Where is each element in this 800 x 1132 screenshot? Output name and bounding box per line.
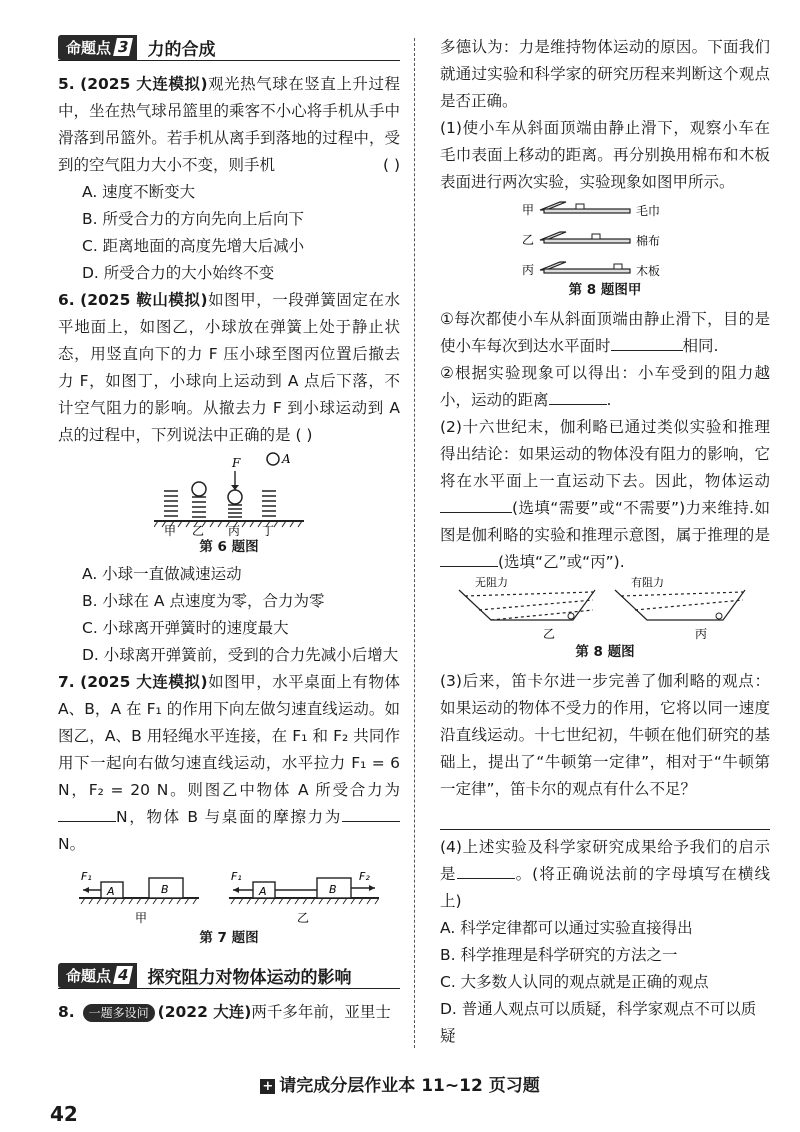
q8-option-d: D. 普通人观点可以质疑，科学家观点不可以质疑	[440, 1000, 757, 1045]
q8-part1a: ①每次都使小车从斜面顶端由静止滑下，目的是使小车每次到达水平面时 相同.	[440, 310, 770, 355]
q8-part1b: ②根据实验现象可以得出：小车受到的阻力越小，运动的距离 .	[440, 364, 770, 409]
q5-option-a: A. 速度不断变大	[82, 183, 196, 201]
question-7: 7. (2025 大连模拟)如图甲，水平桌面上有物体 A、B，A 在 F₁ 的作用下向左做匀速直线运动。如图乙，A、B 用轻绳水平连接，在 F₁ 和 F₂ 共同作用下一起向右做匀速直线运动，水平拉力 F₁ = 6 N，F₂ = 20 N。则图乙中物体 A 所受合力为N，物体 B 与桌面的摩擦力为N。	[58, 673, 400, 853]
q8-part2: (2)十六世纪末，伽利略已通过类似实验和推理得出结论：如果运动的物体没有阻力的影响，它将在水平面上一直运动下去。因此，物体运动(选填“需要”或“不需要”)力来维持.如图是伽利略的实验和推理示意图，属于推理的是(选填“乙”或“丙”).	[440, 418, 770, 571]
block-A: A	[107, 885, 115, 898]
left-column	[58, 34, 400, 1026]
label-with-resistance: 有阻力	[631, 576, 664, 589]
q8-intro: 多德认为：力是维持物体运动的原因。下面我们就通过实验和科学家的研究历程来判断这个观点是否正确。	[440, 38, 770, 110]
figure-q6-springs	[154, 449, 304, 537]
label-jia: 甲	[135, 911, 148, 925]
q6-option-c: C. 小球离开弹簧时的速度最大	[82, 619, 289, 637]
answer-blank[interactable]	[342, 805, 400, 822]
column-divider	[414, 38, 415, 1048]
label-A: A	[282, 452, 291, 466]
figure-caption-7: 第 7 题图	[199, 930, 259, 946]
label-F1: F₁	[231, 870, 242, 883]
answer-blank[interactable]	[440, 550, 498, 567]
section-title: 探究阻力对物体运动的影响	[147, 967, 352, 988]
question-8-start: 8. 一题多设问 (2022 大连)两千多年前，亚里士	[58, 1003, 391, 1021]
q8-option-c: C. 大多数人认同的观点就是正确的观点	[440, 973, 709, 991]
label-cotton: 棉布	[636, 234, 661, 248]
q5-option-c: C. 距离地面的高度先增大后减小	[82, 237, 305, 255]
answer-blank[interactable]	[58, 805, 116, 822]
label-yi: 乙	[522, 233, 535, 247]
q8-part1: (1)使小车从斜面顶端由静止滑下，观察小车在毛巾表面上移动的距离。再分别换用棉布和木板表面进行两次实验，实验现象如图甲所示。	[440, 119, 770, 191]
answer-line[interactable]	[440, 803, 770, 830]
q6-option-a: A. 小球一直做减速运动	[82, 565, 242, 583]
label-F2: F₂	[359, 870, 370, 883]
answer-blank[interactable]	[549, 388, 607, 405]
figure-caption-8b: 第 8 题图	[575, 644, 635, 660]
answer-blank[interactable]	[440, 496, 512, 513]
label-towel: 毛巾	[636, 204, 661, 218]
label-yi: 乙	[543, 627, 556, 641]
block-B: B	[161, 883, 169, 896]
label-yi: 乙	[192, 524, 205, 537]
page-number: 42	[50, 1102, 78, 1126]
answer-blank[interactable]	[611, 334, 683, 351]
q5-option-b: B. 所受合力的方向先向上后向下	[82, 210, 304, 228]
block-B: B	[329, 883, 337, 896]
block-A: A	[259, 885, 267, 898]
plus-icon: +	[260, 1079, 275, 1094]
q6-option-d: D. 小球离开弹簧前，受到的合力先减小后增大	[82, 646, 399, 664]
label-F1: F₁	[81, 870, 92, 883]
label-no-resistance: 无阻力	[475, 576, 508, 589]
q8-part3: (3)后来，笛卡尔进一步完善了伽利略的观点：如果运动的物体不受力的作用，它将以同一速度沿直线运动。十七世纪初，牛顿在他们研究的基础上，提出了“牛顿第一定律”，相对于“牛顿第一定律”，笛卡尔的观点有什么不足？	[440, 672, 770, 798]
multi-question-badge: 一题多设问	[83, 1004, 155, 1022]
section-title: 力的合成	[147, 39, 216, 60]
figure-caption-6: 第 6 题图	[199, 539, 259, 555]
label-bing: 丙	[695, 627, 708, 641]
right-column	[440, 34, 770, 1050]
label-jia: 甲	[522, 203, 535, 217]
section-number: 4	[113, 966, 133, 984]
section-header-3	[58, 34, 400, 61]
q8-option-a: A. 科学定律都可以通过实验直接得出	[440, 919, 693, 937]
label-ding: 丁	[262, 524, 275, 537]
answer-blank[interactable]	[457, 862, 515, 879]
label-bing: 丙	[228, 524, 241, 537]
figure-q7-blocks	[79, 858, 379, 928]
homework-footer: + 请完成分层作业本 11~12 页习题	[0, 1071, 800, 1096]
section-label: 命题点	[66, 38, 112, 57]
label-jia: 甲	[164, 524, 177, 537]
section-header-4	[58, 962, 400, 989]
label-bing: 丙	[522, 263, 535, 277]
section-number: 3	[113, 38, 133, 56]
label-board: 木板	[636, 264, 661, 278]
label-yi: 乙	[297, 911, 310, 925]
q8-option-b: B. 科学推理是科学研究的方法之一	[440, 946, 678, 964]
section-label: 命题点	[66, 966, 112, 985]
question-6: 6. (2025 鞍山模拟)如图甲，一段弹簧固定在水平地面上，如图乙，小球放在弹簧上处于静止状态，用竖直向下的力 F 压小球至图丙位置后撤去力 F，如图丁，小球向上运动到 A 点后下落，不计空气阻力的影响。从撤去力 F 到小球运动到 A 点的过程中，下列说法中正确的是 ( )	[58, 291, 400, 444]
label-F: F	[232, 456, 241, 470]
figure-caption-8a: 第 8 题图甲	[568, 282, 642, 298]
q5-option-d: D. 所受合力的大小始终不变	[82, 264, 275, 282]
q6-option-b: B. 小球在 A 点速度为零，合力为零	[82, 592, 325, 610]
figure-q8-galileo	[455, 576, 755, 642]
figure-q8-ramps	[520, 196, 690, 280]
q8-part4: (4)上述实验及科学家研究成果给予我们的启示是 。(将正确说法前的字母填写在横线上)	[440, 838, 770, 910]
question-5: 5. (2025 大连模拟)观光热气球在竖直上升过程中，坐在热气球吊篮里的乘客不小心将手机从手中滑落到吊篮外。若手机从离手到落地的过程中，受到的空气阻力大小不变，则手机 ( )	[58, 75, 400, 174]
